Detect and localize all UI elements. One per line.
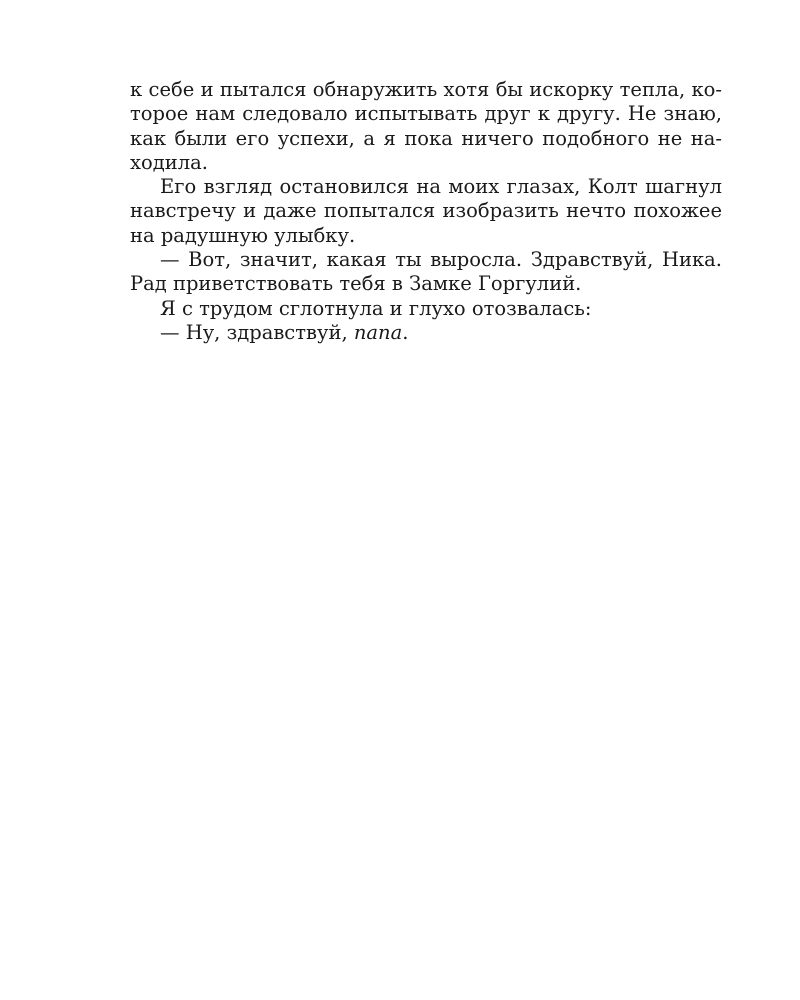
text-line: Его взгляд остановился на моих глазах, Колт шагнул [160, 175, 722, 199]
text-fragment: — Ну, здравствуй, [160, 320, 354, 344]
italic-word: папа [353, 320, 403, 344]
punctuation: . [402, 320, 409, 344]
paragraph [130, 78, 722, 175]
text-line: торое нам следовало испытывать друг к другу. Не знаю, [130, 102, 722, 126]
text-line: ходила. [130, 150, 208, 174]
text-line: Рад приветствовать тебя в Замке Горгулий. [130, 272, 582, 296]
paragraph [130, 175, 722, 248]
text-line: навстречу и даже попытался изобразить нечто похожее [130, 199, 722, 223]
text-line [130, 321, 722, 345]
dialogue-paragraph [130, 321, 722, 345]
text-line: Я с трудом сглотнула и глухо отозвалась: [160, 296, 592, 320]
paragraph [130, 297, 722, 321]
dialogue-paragraph [130, 248, 722, 297]
book-page-text [130, 78, 722, 345]
text-line: как были его успехи, а я пока ничего подобного не на- [130, 126, 722, 150]
text-line: к себе и пытался обнаружить хотя бы искорку тепла, ко- [130, 78, 722, 101]
text-line: — Вот, значит, какая ты выросла. Здравствуй, Ника. [160, 248, 722, 272]
text-line: на радушную улыбку. [130, 223, 356, 247]
